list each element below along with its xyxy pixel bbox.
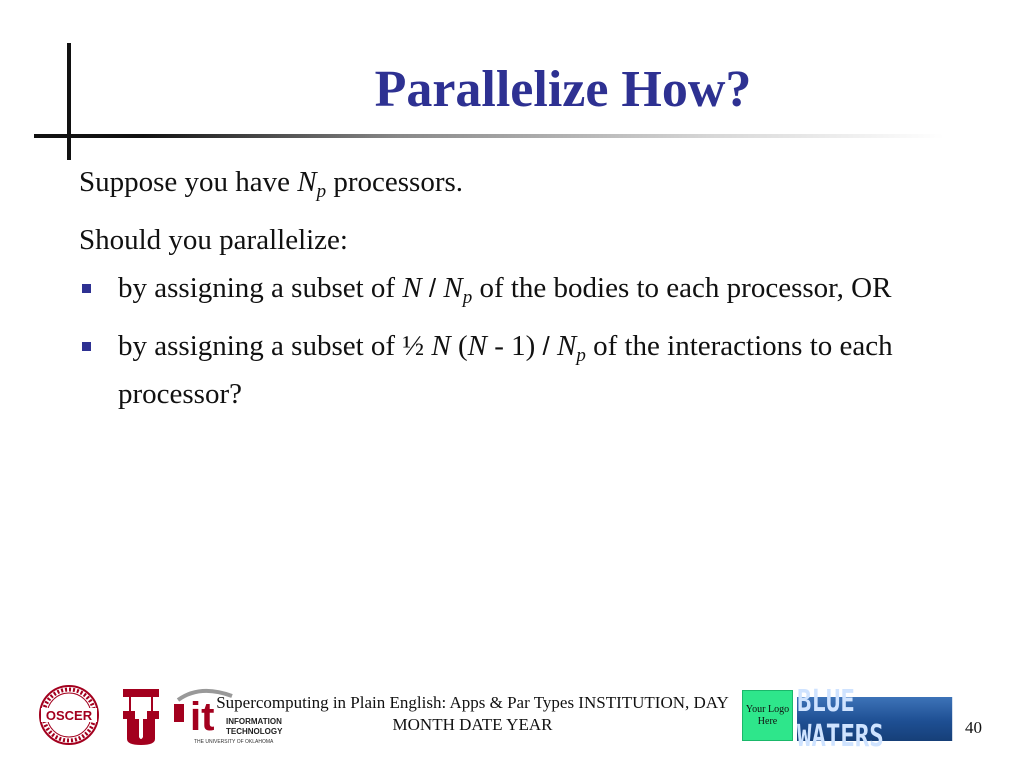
bullet-text: by assigning a subset of ½ xyxy=(118,330,432,362)
subscript-p: p xyxy=(576,345,586,366)
var-n: N xyxy=(402,272,422,304)
svg-text:INFORMATION: INFORMATION xyxy=(226,717,282,726)
slide-body xyxy=(79,163,939,423)
intro-text-end: processors. xyxy=(326,166,464,198)
svg-text:THE UNIVERSITY OF OKLAHOMA: THE UNIVERSITY OF OKLAHOMA xyxy=(194,739,274,745)
subscript-p: p xyxy=(462,287,473,308)
slide-title: Parallelize How? xyxy=(374,61,752,118)
question-line: Should you parallelize: xyxy=(79,224,348,256)
bullet-text-end: of the bodies to each processor, OR xyxy=(472,272,892,304)
ou-logo-icon xyxy=(117,685,165,747)
footer-line-1: Supercomputing in Plain English: Apps & Par Types INSTITUTION, DAY xyxy=(216,693,729,712)
svg-text:OSCER: OSCER xyxy=(45,708,93,723)
var-n: N xyxy=(297,166,317,198)
svg-text:it: it xyxy=(190,695,215,739)
var-n: N xyxy=(556,330,577,362)
logo-placeholder-text: Your Logo Here xyxy=(745,703,790,727)
var-n: N xyxy=(443,272,463,304)
intro-line xyxy=(79,163,939,211)
bullet-text: by assigning a subset of xyxy=(118,272,403,304)
logo-placeholder xyxy=(742,690,793,741)
blue-waters-logo: BLUE WATERS xyxy=(797,697,952,741)
square-bullet-icon xyxy=(82,284,91,293)
intro-text: Suppose you have xyxy=(79,166,298,198)
bullet-list xyxy=(79,269,939,413)
title-vertical-rule xyxy=(67,43,71,160)
list-item xyxy=(79,269,939,317)
page-number: 40 xyxy=(965,718,982,737)
paren-open: ( xyxy=(450,330,468,362)
svg-text:TECHNOLOGY: TECHNOLOGY xyxy=(226,727,283,736)
title-horizontal-rule xyxy=(34,134,944,138)
var-n: N xyxy=(467,330,487,362)
minus-one: - 1) xyxy=(486,330,543,362)
oscer-logo-icon xyxy=(25,684,113,746)
footer-text xyxy=(170,692,775,736)
divide-sign: / xyxy=(421,273,444,303)
subscript-p: p xyxy=(316,181,327,202)
var-n: N xyxy=(431,330,451,362)
list-item xyxy=(79,327,939,413)
square-bullet-icon xyxy=(82,342,91,351)
divide-sign: / xyxy=(542,331,557,361)
bullet-text-end: of the interactions to each processor? xyxy=(118,330,893,410)
footer-line-2: MONTH DATE YEAR xyxy=(392,715,553,734)
